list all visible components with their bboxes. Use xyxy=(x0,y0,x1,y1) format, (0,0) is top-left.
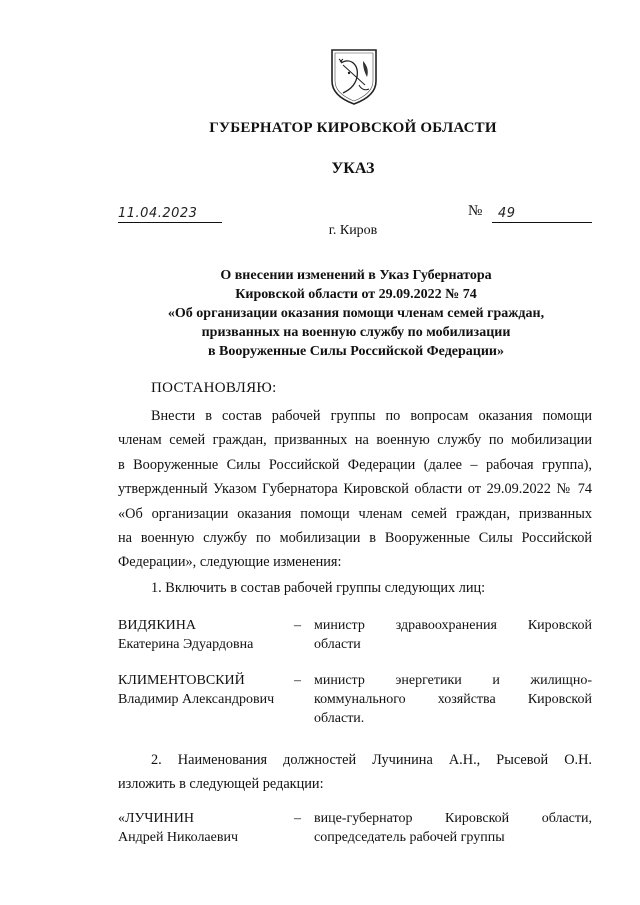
member-dash: – xyxy=(294,618,301,633)
paragraph-line: Федерации», следующие изменения: xyxy=(118,554,342,571)
position-line: вице-губернатор Кировской области, xyxy=(314,811,592,826)
number-value: 49 xyxy=(498,206,516,221)
item-1-text: 1. Включить в состав рабочей группы следующих лиц: xyxy=(151,580,486,596)
date-value: 11.04.2023 xyxy=(118,206,198,221)
paragraph-line: изложить в следующей редакции: xyxy=(118,776,324,793)
intro-paragraph xyxy=(118,404,592,575)
member-given-name: Андрей Николаевич xyxy=(118,830,238,845)
position-line: министр здравоохранения Кировской xyxy=(314,618,592,633)
position-line: министр энергетики и жилищно- xyxy=(314,673,592,688)
position-line: области. xyxy=(314,711,365,726)
member-dash: – xyxy=(294,811,301,826)
paragraph-line: утвержденный Указом Губернатора Кировской области от 29.09.2022 № 74 xyxy=(118,481,592,498)
paragraph-line: 2. Наименования должностей Лучинина А.Н., Рысевой О.Н. xyxy=(151,752,592,768)
position-line: области xyxy=(314,637,361,652)
member-name xyxy=(118,616,288,654)
position-line: коммунального хозяйства Кировской xyxy=(314,692,592,707)
member-given-name: Владимир Александрович xyxy=(118,692,275,707)
paragraph-line: «Об организации оказания помощи членам семей граждан, призванных xyxy=(118,505,592,522)
member-surname: КЛИМЕНТОВСКИЙ xyxy=(118,673,245,688)
member-position xyxy=(314,616,592,654)
subject-line: призванных на военную службу по мобилизации xyxy=(201,325,511,340)
member-surname: ВИДЯКИНА xyxy=(118,618,197,633)
item-2 xyxy=(118,748,592,797)
position-line: сопредседатель рабочей группы xyxy=(314,830,505,845)
date-field xyxy=(118,204,222,223)
decree-word: ПОСТАНОВЛЯЮ: xyxy=(151,380,277,396)
member-position xyxy=(314,809,592,847)
member-given-name: Екатерина Эдуардовна xyxy=(118,637,254,652)
number-field xyxy=(492,204,592,223)
member-name xyxy=(118,671,288,709)
member-surname: «ЛУЧИНИН xyxy=(118,811,194,826)
subject-line: «Об организации оказания помощи членам семей граждан, xyxy=(167,306,545,321)
member-name xyxy=(118,809,288,847)
paragraph-line: Внести в состав рабочей группы по вопросам оказания помощи xyxy=(151,408,592,424)
number-label: № xyxy=(468,203,483,219)
document-subject xyxy=(120,266,592,361)
paragraph-line: в Вооруженные Силы Российской Федерации (далее – рабочая группа), xyxy=(118,456,592,473)
subject-line: Кировской области от 29.09.2022 № 74 xyxy=(235,287,477,302)
member-dash: – xyxy=(294,673,301,688)
city: г. Киров xyxy=(328,223,378,238)
subject-line: О внесении изменений в Указ Губернатора xyxy=(220,268,492,283)
document-type: УКАЗ xyxy=(331,160,375,177)
paragraph-line: членам семей граждан, призванных на военную службу по мобилизации xyxy=(118,432,592,449)
member-position xyxy=(314,671,592,728)
subject-line: в Вооруженные Силы Российской Федерации» xyxy=(208,344,504,359)
item-1 xyxy=(118,576,592,600)
paragraph-line: на военную службу по мобилизации в Вооруженные Силы Российской xyxy=(118,530,592,547)
coat-of-arms-emblem xyxy=(329,47,379,105)
authority-title: ГУБЕРНАТОР КИРОВСКОЙ ОБЛАСТИ xyxy=(209,120,497,136)
